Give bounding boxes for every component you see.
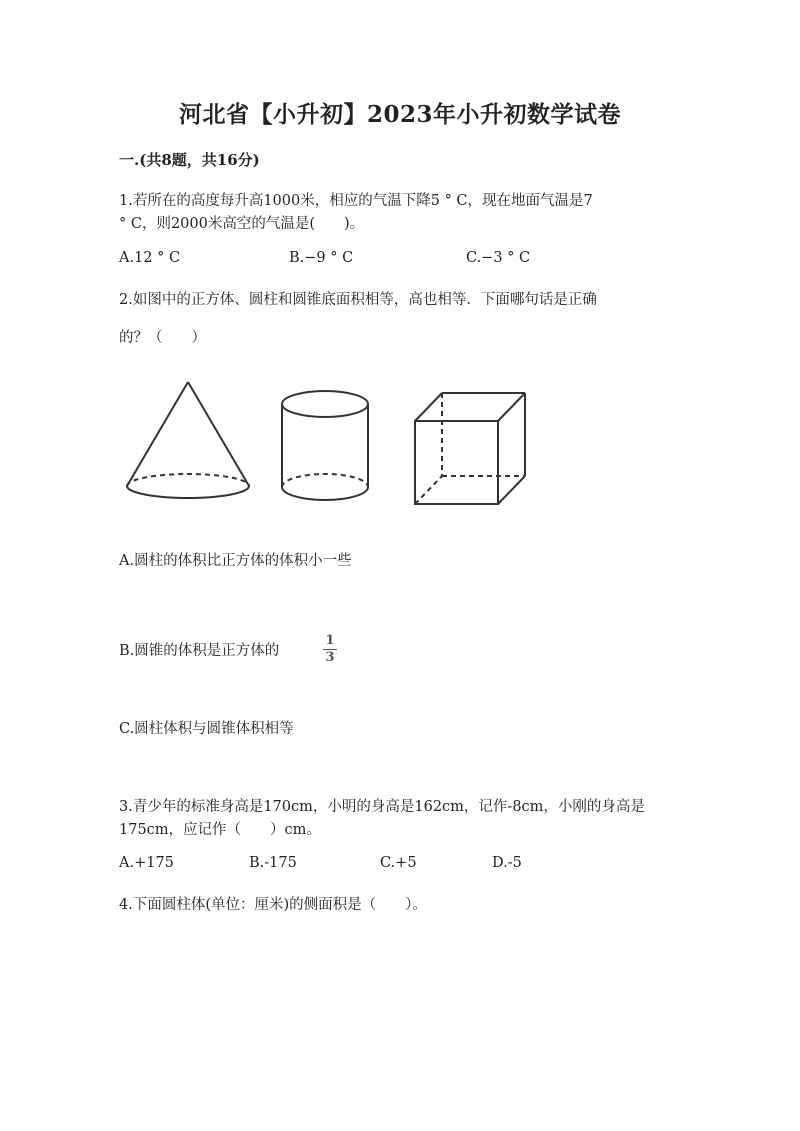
q3-option-a: A.+175 <box>119 855 174 871</box>
q1-option-c: C.−3 ° C <box>466 250 531 266</box>
q2-text-line1: 2.如图中的正方体、圆柱和圆锥底面积相等，高也相等．下面哪句话是正确 <box>119 292 597 308</box>
fraction-numerator: 1 <box>325 633 335 648</box>
page-title: 河北省【小升初】2023年小升初数学试卷 <box>178 101 621 128</box>
fraction-one-third <box>322 634 338 665</box>
q2-option-c: C.圆柱体积与圆锥体积相等 <box>119 721 294 737</box>
q2-text-line2: 的？（ ） <box>119 330 206 346</box>
geometry-figure <box>118 376 538 511</box>
q3-option-b: B.-175 <box>249 855 297 871</box>
q3-text-line1: 3.青少年的标准身高是170cm，小明的身高是162cm，记作-8cm，小刚的身高是 <box>119 799 645 815</box>
q3-option-d: D.-5 <box>492 855 522 871</box>
section-heading: 一.(共8题，共16分) <box>119 151 260 169</box>
q3-text-line2: 175cm，应记作（ ）cm。 <box>119 822 321 838</box>
cylinder-icon <box>282 391 368 500</box>
q1-text-line2: ° C，则2000米高空的气温是( )。 <box>119 216 365 232</box>
q3-option-c: C.+5 <box>380 855 417 871</box>
q1-option-a: A.12 ° C <box>119 250 181 266</box>
q2-option-b: B.圆锥的体积是正方体的 <box>119 643 280 659</box>
q1-text-line1: 1.若所在的高度每升高1000米，相应的气温下降5 ° C，现在地面气温是7 <box>119 193 593 209</box>
cube-icon <box>415 393 525 504</box>
q1-option-b: B.−9 ° C <box>289 250 354 266</box>
q4-text-line1: 4.下面圆柱体(单位：厘米)的侧面积是（ ）。 <box>119 897 427 913</box>
fraction-denominator: 3 <box>325 650 335 665</box>
q2-option-a: A.圆柱的体积比正方体的体积小一些 <box>119 553 352 569</box>
cone-icon <box>127 382 249 498</box>
